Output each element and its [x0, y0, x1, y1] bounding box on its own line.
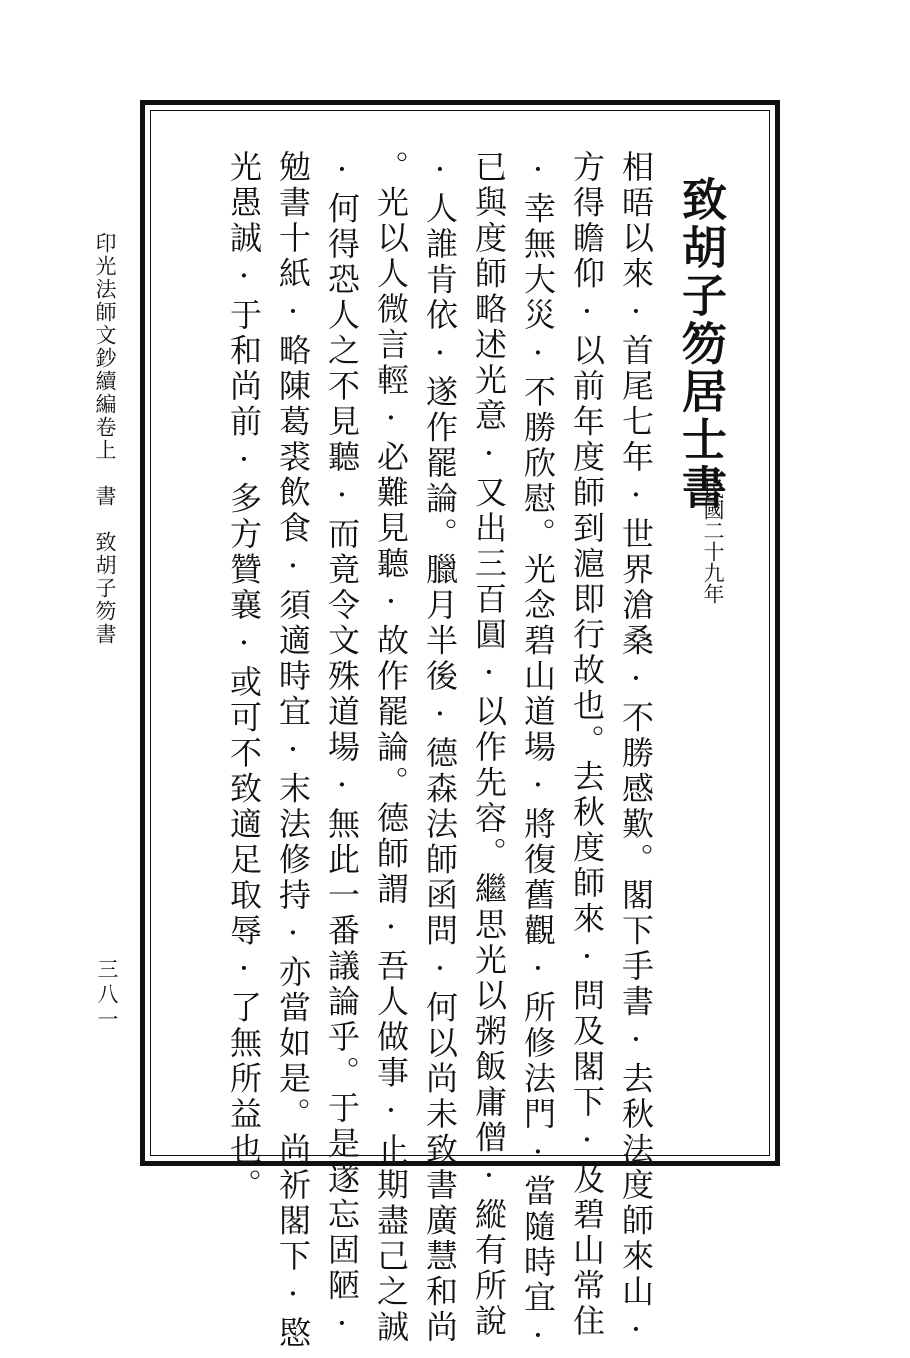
text-column-1: 相晤以來·首尾七年·世界滄桑·不勝感歎。閣下手書·去秋法度師來山·: [617, 150, 655, 1352]
text-column-7: ·何得恐人之不見聽·而竟令文殊道場·無此一番議論乎。于是遂忘固陋·: [323, 150, 361, 1346]
text-column-6: 。光以人微言輕·必難見聽·故作罷論。德師謂·吾人做事·止期盡己之誠: [372, 150, 410, 1346]
page-number: 三八一: [95, 958, 119, 1033]
running-header: 印光法師文鈔續編卷上 書 致胡子笏書: [93, 232, 117, 646]
letter-title: 致胡子笏居士書: [674, 176, 727, 512]
text-column-8: 勉書十紙·略陳葛裘飲食·須適時宜·末法修持·亦當如是。尚祈閣下·愍: [274, 150, 312, 1352]
text-column-4: 已與度師略述光意·又出三百圓·以作先容。繼思光以粥飯庸僧·縱有所說: [470, 150, 508, 1340]
text-column-5: ·人誰肯依·遂作罷論。臘月半後·德森法師函問·何以尚未致書廣慧和尚: [421, 150, 459, 1346]
text-column-2: 方得瞻仰·以前年度師到滬即行故也。去秋度師來·問及閣下·及碧山常住: [568, 150, 606, 1340]
text-column-9: 光愚誠·于和尚前·多方贊襄·或可不致適足取辱·了無所益也。: [225, 150, 263, 1204]
year-note: 民國二十九年: [701, 478, 725, 604]
text-column-3: ·幸無大災·不勝欣慰。光念碧山道場·將復舊觀·所修法門·當隨時宜·: [519, 150, 557, 1358]
